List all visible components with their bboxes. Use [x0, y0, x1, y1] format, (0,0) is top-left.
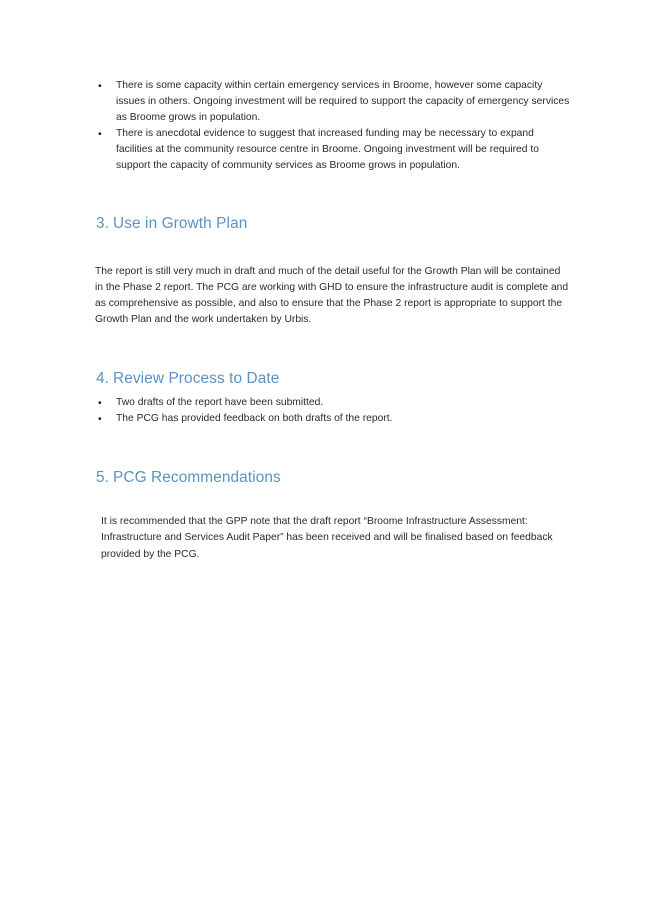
section-heading-4	[95, 369, 571, 389]
section-number: 4.	[96, 369, 110, 387]
list-item-text: The PCG has provided feedback on both drafts of the report.	[116, 412, 393, 424]
section-heading-5	[95, 468, 571, 488]
list-item-text: There is anecdotal evidence to suggest that increased funding may be necessary to expand facilities at the community resource centre in Broome. Ongoing investment will be required to support the capacity of community services as Broome grows in population.	[116, 128, 539, 172]
section-4-bullet-list	[95, 395, 571, 427]
bullet-point-icon: •	[98, 80, 102, 92]
section-3-paragraph: The report is still very much in draft and much of the detail useful for the Growth Plan will be contained in the Phase 2 report. The PCG are working with GHD to ensure the infrastructure audit is complete and as comprehensive as possible, and also to ensure that the Phase 2 report is appropriate to support the Growth Plan and the work undertaken by Urbis.	[95, 265, 569, 326]
section-title: Review Process to Date	[113, 369, 280, 387]
bullet-point-icon: •	[98, 396, 102, 409]
section-number: 5.	[96, 468, 110, 486]
section-title: Use in Growth Plan	[113, 214, 248, 232]
intro-bullet-list	[95, 0, 571, 175]
spacer	[95, 488, 571, 514]
spacer	[95, 175, 571, 214]
list-item	[95, 126, 571, 174]
spacer	[95, 427, 571, 468]
section-number: 3.	[96, 214, 110, 232]
spacer	[95, 234, 571, 264]
list-item-text: Two drafts of the report have been submitted.	[116, 396, 324, 408]
list-item-text: There is some capacity within certain emergency services in Broome, however some capacity issues in others. Ongoing investment will be required to support the capacity of emergency services as Broome grows in population.	[116, 80, 570, 124]
spacer	[95, 329, 571, 369]
section-title: PCG Recommendations	[113, 468, 281, 486]
section-heading-3	[95, 214, 571, 234]
list-item	[95, 395, 571, 411]
document-content	[95, 0, 571, 563]
section-5-paragraph: It is recommended that the GPP note that the draft report “Broome Infrastructure Assessment: Infrastructure and Services Audit Paper” has been received and will be finalised based on feedback provided by the PCG.	[101, 515, 553, 560]
bullet-point-icon: •	[98, 128, 102, 141]
bullet-point-icon: •	[98, 412, 102, 425]
list-item	[95, 78, 571, 126]
list-item	[95, 411, 571, 427]
